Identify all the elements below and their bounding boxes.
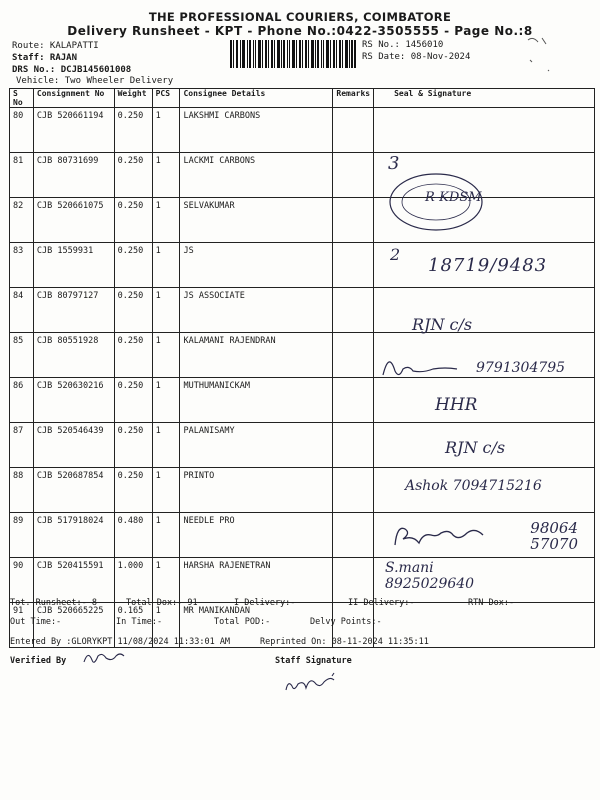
- cell-weight: 0.250: [114, 198, 152, 243]
- cell-remarks: [333, 423, 374, 468]
- cell-remarks: [333, 333, 374, 378]
- cell-consignment: CJB 80551928: [33, 333, 114, 378]
- cell-consignee: HARSHA RAJENETRAN: [180, 558, 333, 603]
- handwritten-signature: HHR: [435, 395, 478, 415]
- handwritten-mark: 2: [390, 245, 401, 264]
- cell-pcs: 1: [152, 513, 180, 558]
- handwritten-mark: 3: [388, 153, 400, 174]
- stray-marks: [518, 30, 568, 80]
- col-consignment: Consignment No: [33, 89, 114, 108]
- cell-consignee: LAKSHMI CARBONS: [180, 108, 333, 153]
- table-row: [10, 288, 595, 333]
- cell-remarks: [333, 198, 374, 243]
- cell-sno: 85: [10, 333, 34, 378]
- cell-signature: [374, 108, 595, 153]
- cell-sno: 91: [10, 603, 34, 648]
- cell-weight: 0.480: [114, 513, 152, 558]
- cell-pcs: 1: [152, 558, 180, 603]
- cell-sno: 87: [10, 423, 34, 468]
- cell-consignee: PALANISAMY: [180, 423, 333, 468]
- cell-consignee: PRINTO: [180, 468, 333, 513]
- cell-consignee: LACKMI CARBONS: [180, 153, 333, 198]
- cell-remarks: [333, 108, 374, 153]
- cell-consignment: CJB 520630216: [33, 378, 114, 423]
- cell-consignment: CJB 80797127: [33, 288, 114, 333]
- handwritten-signature: R-KDSM: [425, 190, 482, 205]
- cell-weight: 0.250: [114, 423, 152, 468]
- verified-by: Verified By: [10, 656, 67, 666]
- cell-consignment: CJB 1559931: [33, 243, 114, 288]
- total-pod: Total POD:-: [214, 617, 271, 627]
- in-time: In Time:-: [116, 617, 163, 627]
- table-header-row: [10, 89, 595, 108]
- cell-consignment: CJB 517918024: [33, 513, 114, 558]
- handwritten-signature: S.mani 8925029640: [385, 560, 475, 592]
- handwritten-signature: Ashok 7094715216: [405, 478, 542, 494]
- cell-pcs: 1: [152, 603, 180, 648]
- cell-pcs: 1: [152, 198, 180, 243]
- cell-sno: 89: [10, 513, 34, 558]
- cell-sno: 88: [10, 468, 34, 513]
- cell-sno: 86: [10, 378, 34, 423]
- staff-label: Staff: RAJAN: [12, 53, 78, 63]
- i-delivery: I Delivery:-: [234, 598, 296, 608]
- cell-consignment: CJB 520665225: [33, 603, 114, 648]
- cell-weight: 0.250: [114, 288, 152, 333]
- cell-signature: [374, 288, 595, 333]
- delvy-points: Delvy Points:-: [310, 617, 382, 627]
- cell-weight: 0.165: [114, 603, 152, 648]
- cell-weight: 0.250: [114, 243, 152, 288]
- company-title: THE PROFESSIONAL COURIERS, COIMBATORE: [148, 10, 452, 24]
- col-seal-signature: Seal & Signature: [374, 89, 595, 108]
- cell-consignment: CJB 520661194: [33, 108, 114, 153]
- barcode: [230, 40, 356, 68]
- table-row: [10, 108, 595, 153]
- cell-sno: 83: [10, 243, 34, 288]
- verifier-signature: [80, 648, 140, 668]
- cell-signature: [374, 378, 595, 423]
- route-label: Route: KALAPATTI: [12, 41, 99, 51]
- cell-consignment: CJB 520546439: [33, 423, 114, 468]
- cell-sno: 84: [10, 288, 34, 333]
- col-weight: Weight: [114, 89, 152, 108]
- cell-consignee: NEEDLE PRO: [180, 513, 333, 558]
- signature-scribble: [390, 520, 490, 550]
- signature-scribble: [378, 350, 478, 380]
- staff-signature-label: Staff Signature: [275, 656, 352, 666]
- vehicle-label: Vehicle: Two Wheeler Delivery: [16, 76, 174, 86]
- staff-signature: [280, 670, 360, 700]
- cell-pcs: 1: [152, 153, 180, 198]
- cell-pcs: 1: [152, 333, 180, 378]
- total-dox: Total Dox:- 91: [126, 598, 198, 608]
- table-row: [10, 153, 595, 198]
- cell-sno: 82: [10, 198, 34, 243]
- table-row: [10, 378, 595, 423]
- handwritten-phone: 9791304795: [476, 360, 566, 376]
- handwritten-phone: 98064 57070: [530, 519, 578, 553]
- cell-sno: 81: [10, 153, 34, 198]
- out-time: Out Time:-: [10, 617, 62, 627]
- cell-weight: 1.000: [114, 558, 152, 603]
- handwritten-signature: RJN c/s: [445, 438, 506, 457]
- tot-runsheet: Tot. Runsheet:- 8: [10, 598, 97, 608]
- cell-consignment: CJB 520661075: [33, 198, 114, 243]
- table-row: [10, 423, 595, 468]
- cell-remarks: [333, 558, 374, 603]
- cell-weight: 0.250: [114, 153, 152, 198]
- col-sno: S No: [10, 89, 34, 108]
- cell-consignment: CJB 80731699: [33, 153, 114, 198]
- cell-consignee: MUTHUMANICKAM: [180, 378, 333, 423]
- runsheet-subtitle: Delivery Runsheet - KPT - Phone No.:0422-3505555 - Page No.:8: [67, 24, 533, 38]
- cell-sno: 90: [10, 558, 34, 603]
- cell-sno: 80: [10, 108, 34, 153]
- table-row: [10, 198, 595, 243]
- col-consignee: Consignee Details: [180, 89, 333, 108]
- cell-remarks: [333, 378, 374, 423]
- cell-remarks: [333, 513, 374, 558]
- handwritten-phone: 18719/9483: [428, 255, 548, 276]
- rs-date: RS Date: 08-Nov-2024: [362, 52, 471, 62]
- cell-weight: 0.250: [114, 378, 152, 423]
- cell-pcs: 1: [152, 108, 180, 153]
- reprinted-on: Reprinted On: 08-11-2024 11:35:11: [260, 637, 429, 647]
- cell-weight: 0.250: [114, 108, 152, 153]
- cell-consignment: CJB 520687854: [33, 468, 114, 513]
- cell-weight: 0.250: [114, 468, 152, 513]
- cell-remarks: [333, 468, 374, 513]
- cell-consignee: KALAMANI RAJENDRAN: [180, 333, 333, 378]
- entered-by: Entered By :GLORYKPT 11/08/2024 11:33:01 AM: [10, 637, 231, 647]
- cell-remarks: [333, 153, 374, 198]
- cell-consignee: SELVAKUMAR: [180, 198, 333, 243]
- col-pcs: PCS: [152, 89, 180, 108]
- cell-pcs: 1: [152, 423, 180, 468]
- cell-consignment: CJB 520415591: [33, 558, 114, 603]
- rtn-dox: RTN Dox:-: [468, 598, 515, 608]
- col-remarks: Remarks: [333, 89, 374, 108]
- drs-number: DRS No.: DCJB145601008: [12, 65, 132, 75]
- cell-pcs: 1: [152, 378, 180, 423]
- ii-delivery: II Delivery:-: [348, 598, 415, 608]
- cell-weight: 0.250: [114, 333, 152, 378]
- cell-consignee: JS ASSOCIATE: [180, 288, 333, 333]
- cell-remarks: [333, 288, 374, 333]
- cell-consignee: JS: [180, 243, 333, 288]
- cell-pcs: 1: [152, 288, 180, 333]
- cell-consignee: MR MANIKANDAN: [180, 603, 333, 648]
- cell-pcs: 1: [152, 243, 180, 288]
- cell-remarks: [333, 243, 374, 288]
- handwritten-signature: RJN c/s: [412, 315, 473, 334]
- cell-pcs: 1: [152, 468, 180, 513]
- rs-number: RS No.: 1456010: [362, 40, 444, 50]
